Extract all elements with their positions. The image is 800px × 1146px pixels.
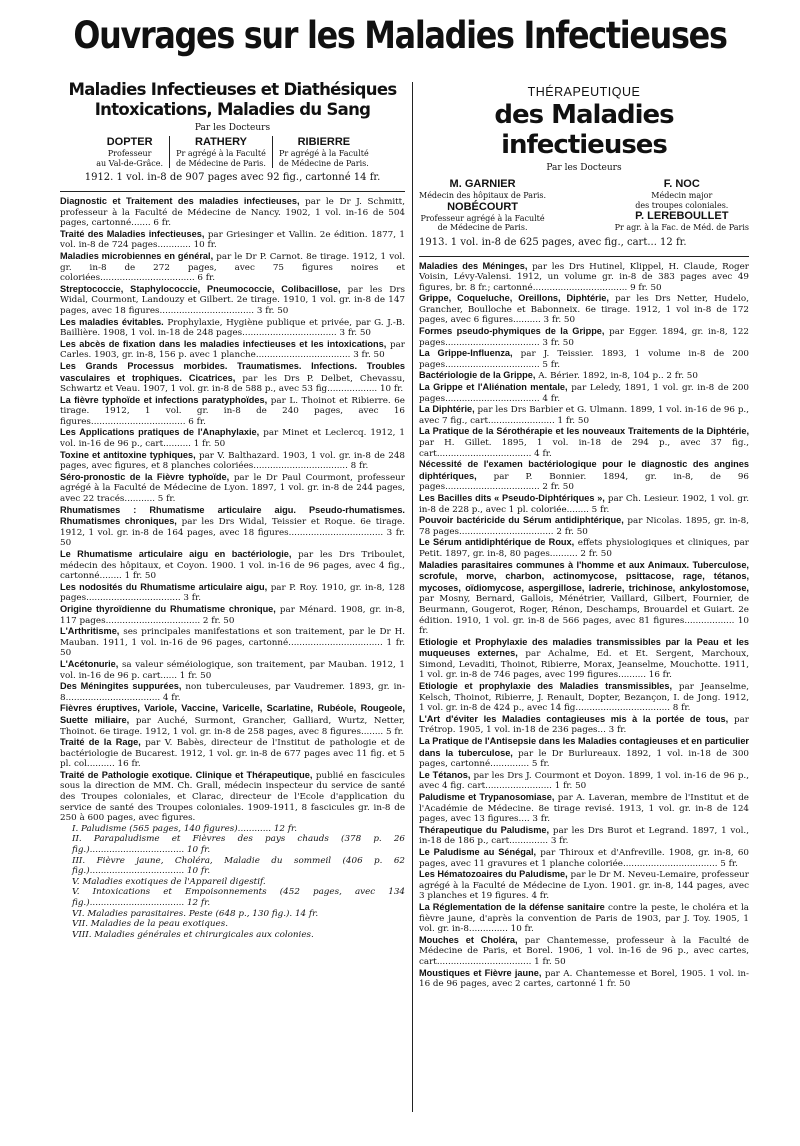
book-entry [60,317,405,339]
book-title: Maladies des Méninges, [419,260,528,271]
book-title: Le Rhumatisme articulaire aigu en bactériologie, [60,549,292,559]
book-details: par Griesinger et Vallin. 2e édition. 1877, 1 vol. in-8 de 724 pages............ 10 fr. [60,229,405,251]
book-entry [60,450,405,472]
book-title: Les Grands Processus morbides. Traumatismes. Infections. Troubles vasculaires et trophiques. Cicatrices, [60,360,405,383]
left-publication-info: 1912. 1 vol. in-8 de 907 pages avec 92 fig., cartonné 14 fr. [84,172,381,183]
book-entry [60,856,405,877]
book-title: La Réglementation de la défense sanitaire [419,901,605,912]
book-details: sa valeur séméiologique, son traitement, par Mauban. 1912, 1 vol. in-16 de 96 p. cart...... 1 fr. 50 [60,659,405,681]
book-entry [419,736,749,770]
book-entry [60,505,405,549]
book-details: par le Dr M. Neveu-Lemaire, professeur agrégé à la Faculté de Médecine de Lyon. 1901. gr. in-8, 144 pages, avec 3 planches et 19 figures. 4 fr. [419,870,749,902]
book-entry [419,537,749,559]
book-details: par V. Balthazard. 1903, 1 vol. gr. in-8 de 248 pages, avec figures, et 8 planches coloriées.................................. 8 fr. [60,450,405,472]
book-entry [419,637,749,681]
book-title: Les Hématozoaires du Paludisme, [419,869,568,880]
book-title: Etiologie et Prophylaxie des maladies transmissibles par la Peau et les muqueuses externes, [419,636,749,659]
book-entry [419,792,749,825]
author-title: de Médecine de Paris. [437,223,528,232]
book-entry [60,909,405,920]
book-details: par J. Teissier. 1893, 1 volume in-8 de 200 pages.................................. 5 fr. [419,349,749,370]
book-details: par A. Chantemesse et Borel, 1905. 1 vol. in-16 de 96 pages, avec 2 cartes, cartonné 1 fr. 50 [419,968,749,990]
book-entry [60,604,405,626]
book-entry [60,339,405,361]
book-entry [60,659,405,681]
book-title: La Grippe-Influenza, [419,348,513,359]
author-name: P. LEREBOULLET [635,210,729,222]
book-title: Origine thyroïdienne du Rhumatisme chronique, [60,603,276,614]
book-title: Paludisme et Trypanosomiase, [419,792,555,802]
author-title: de Médecine de Paris. [176,158,266,168]
book-title: Mouches et Choléra, [419,934,518,945]
book-details: VII. Maladies de la peau exotiques. [72,919,228,930]
author-lereboullet [615,210,749,233]
book-details: A. Bérier. 1892, in-8, 104 p.. 2 fr. 50 [538,371,698,382]
book-details: V. Intoxications et Empoisonnements (452 pages, avec 134 fig.).................................. 12 fr. [72,887,405,908]
book-title: Streptococcie, Staphylococcie, Pneumococcie, Colibacillose, [60,283,341,294]
right-column [419,76,749,990]
book-details: par Carles. 1903, gr. in-8, 156 p. avec 1 planche.................................. 3 fr. 50 [60,339,405,361]
book-entry [419,370,749,382]
book-details: par le Dr P. Carnot. 8e tirage. 1912, 1 vol. gr. in-8 de 272 pages, avec 75 figures noires et coloriées.................................. 6 fr. [60,251,405,284]
book-details: ses principales manifestations et son traitement, par le Dr H. Mauban. 1911, 1 vol. in-16 de 96 pages, cartonné.................................. 1 fr. 50 [60,627,405,659]
right-authors-right [615,178,749,233]
left-par-les-docteurs: Par les Docteurs [194,123,271,133]
book-title: La Diphtérie, [419,404,475,415]
author-name: NOBÉCOURT [447,200,518,213]
book-entry [60,930,405,941]
book-title: Pouvoir bactéricide du Sérum antidiphtérique, [419,515,624,526]
book-title: Des Méningites suppurées, [60,681,182,692]
left-header-rule [60,191,405,192]
author-name: RATHERY [195,136,247,148]
book-entry [419,902,749,935]
book-details: par H. Gillet. 1895, 1 vol. in-18 de 294 p., avec 37 fig., cart.................................. 4 fr. [419,438,749,459]
book-entry [60,284,405,317]
book-title: Moustiques et Fièvre jaune, [419,967,542,978]
author-title: Professeur agrégé à la Faculté [420,213,545,223]
book-entry [60,919,405,930]
right-authors [419,178,749,233]
book-details: publié en fascicules sous la direction de MM. Ch. Grall, médecin inspecteur du service de santé des Troupes coloniales, et Clarac, directeur de l'Ecole d'application du service de santé des Troupes coloniales. 1909-1911, 8 fascicules gr. in-8 de 250 à 600 pages, avec figures. [60,770,405,824]
book-details: par Ménard. 1908, gr. in-8, 117 pages.................................. 2 fr. 50 [60,604,406,626]
book-details: par Leledy, 1891, 1 vol. gr. in-8 de 200 pages.................................. 4 fr. [419,383,749,404]
book-title: Maladies parasitaires communes à l'homme et aux Animaux. Tuberculose, scrofule, morve, charbon, actinomycose, psittacose, rage, tétanos, mycoses, oïdiomycose, aspergillose, ladrerie, trichinose, ankylostomose, [419,559,749,593]
book-details: par V. Babès, directeur de l'Institut de pathologie et de bactériologie de Bucarest. 1912, 1 vol. gr. in-8 de 677 pages avec 11 fig. et 5 pl. col.......... 16 fr. [60,738,405,770]
book-details: par Minet et Leclercq. 1912, 1 vol. in-16 de 96 p., cart.......... 1 fr. 50 [60,428,405,450]
book-entry [419,935,749,968]
book-details: par Achalme, Ed. et Et. Sergent, Marchoux, Simond, Levaditi, Thoinot, Ribierre, Morax, Jeanselme, Mouchotte. 1911, 1 vol. gr. in-8 de 746 pages, avec 199 figures.......... 16 fr. [419,649,749,681]
book-entry [419,515,749,537]
author-title: Pr agr. à la Fac. de Méd. de Paris [614,223,749,232]
book-details: par A. Laveran, membre de l'Institut et de l'Académie de Médecine. 8e tirage revisé. 1913, 1 vol. gr. in-8 de 124 pages, avec 13 figures.... 3 fr. [419,793,749,825]
book-title: Traité de la Rage, [60,737,141,748]
book-title: La Pratique de la Sérothérapie et les nouveaux Traitements de la Diphtérie, [419,426,749,437]
book-details: par Egger. 1894, gr. in-8, 122 pages.................................. 3 fr. 50 [419,327,749,348]
book-entry [419,326,749,348]
right-heading-line-2: des Maladies infectieuses [494,100,674,160]
book-details: effets physiologiques et cliniques, par Petit. 1897, gr. in-8, 80 pages.......... 2 fr. 50 [419,538,749,559]
book-entry [60,229,405,251]
author-ribierre [272,136,375,168]
book-details: par Trétrop. 1905, 1 vol. in-18 de 236 pages... 3 fr. [419,714,749,736]
right-authors-left [419,178,546,233]
book-entry [60,196,405,229]
book-title: Grippe, Coqueluche, Oreillons, Diphtérie, [419,293,609,304]
book-title: Traité des Maladies infectieuses, [60,228,205,239]
book-title: Toxine et antitoxine typhiques, [60,449,196,460]
left-heading-line-1: Maladies Infectieuses et Diathésiques [68,80,397,99]
right-publication-info: 1913. 1 vol. in-8 de 625 pages, avec fig., cart... 12 fr. [419,236,687,248]
book-details: par les Drs Widal, Teissier et Roque. 6e tirage. 1912, 1 vol. gr. in-8 de 164 pages, avec 18 figures.................................. 3 fr. 50 [60,517,405,549]
author-name: F. NOC [663,178,700,190]
book-title: Diagnostic et Traitement des maladies infectieuses, [60,196,300,206]
book-entry [419,404,749,426]
book-entry [419,493,749,515]
book-entry [419,714,749,736]
book-entry [60,887,405,908]
author-garnier [419,178,546,201]
book-details: par Nicolas. 1895, gr. in-8, 78 pages.................................. 2 fr. 50 [419,516,749,537]
book-details: par Mosny, Bernard, Gallois, Ménétrier, Vaillard, Gilbert, Fournier, de Beurmann, Gougerot, Roger, Rénon, Deschamps, Brouardel et Guiart. 2e édition. 1910, 1 vol. gr. in-8 de 566 pages, avec 81 figures.................. 10 fr. [419,594,749,637]
book-details: par Jeanselme, Kelsch, Thoinot, Ribierre, J. Renault, Dopter, Bezançon, I. de Jong. 1912, 1 vol. gr. in-8 de 424 p., avec 14 fig.................................. 8 fr. [419,682,749,714]
book-entry [60,626,405,659]
book-title: L'Art d'éviter les Maladies contagieuses mis à la portée de tous, [419,713,729,724]
book-entry [60,703,405,737]
book-details: par les Drs P. Delbet, Chevassu, Schwartz et Veau. 1907, 1 vol. gr. in-8 de 588 p., avec 53 fig.................. 10 fr. [60,373,405,395]
book-entry [60,472,405,505]
book-entry [419,426,749,459]
book-entry [419,968,749,990]
book-details: par le Dr J. Schmitt, professeur à la Faculté de Médecine de Nancy. 1902, 1 vol. in-16 de 504 pages, cartonné....... 6 fr. [60,197,405,229]
book-title: L'Arthritisme, [60,626,120,637]
book-details: III. Fièvre jaune, Choléra, Maladie du sommeil (406 p. 62 fig.).................................. 10 fr. [72,855,405,877]
book-title: Bactériologie de la Grippe, [419,370,536,381]
book-title: L'Acétonurie, [60,658,119,669]
book-title: Les Bacilles dits « Pseudo-Diphtériques », [419,492,605,503]
book-entry [419,847,749,869]
author-dopter [90,136,169,168]
book-title: Traité de Pathologie exotique. Clinique et Thérapeutique, [60,769,313,780]
author-name: RIBIERRE [297,136,351,148]
book-details: par L. Thoinot et Ribierre. 6e tirage. 1912, 1 vol. gr. in-8 de 240 pages, avec 16 figures.................................. 6 fr. [60,395,405,427]
right-header [419,84,749,250]
book-entry [419,560,749,637]
book-details: V. Maladies exotiques de l'Appareil digestif. [72,876,266,887]
book-title: La Pratique de l'Antisepsie dans les Maladies contagieuses et en particulier dans la tuberculose, [419,736,749,758]
author-title: Professeur [107,149,152,158]
author-nobecourt [419,201,546,233]
right-heading-line-1: THÉRAPEUTIQUE [527,85,641,99]
book-details: par P. Roy. 1910, gr. in-8, 128 pages.................................. 3 fr. [60,582,405,604]
book-details: contre la peste, le choléra et la fièvre jaune, d'après la convention de Paris de 1903, par J. Toy. 1905, 1 vol. gr. in-8.............. 10 fr. [419,902,749,935]
book-title: Le Sérum antidiphtérique de Roux, [419,537,575,548]
book-details: par Thiroux et d'Anfreville. 1908, gr. in-8, 60 pages, avec 11 gravures et 1 planche coloriée.................................. 5 fr. [419,847,749,869]
book-entry [419,348,749,370]
book-entry [419,261,749,294]
book-entry [60,877,405,888]
book-entry [419,681,749,714]
book-title: Les abcès de fixation dans les maladies infectieuses et les intoxications, [60,338,387,349]
book-entry [60,737,405,770]
book-title: Le Tétanos, [419,769,471,780]
book-details: par les Drs Hutinel, Klippel, H. Claude, Roger Voisin, Lévy-Valensi. 1912, un volume gr. in-8 de 383 pages avec 49 figures, br. 8 fr.; cartonné.................................. 9 fr. 50 [419,261,749,293]
book-details: par les Drs Barbier et G. Ulmann. 1899, 1 vol. in-16 de 96 p., avec 7 fig., cart........................ 1 fr. 50 [419,405,749,426]
author-title: Médecin des hôpitaux de Paris. [419,191,547,200]
book-entry [60,361,405,395]
book-details: VIII. Maladies générales et chirurgicales aux colonies. [72,929,314,940]
book-entry [419,869,749,902]
book-details: par Auché, Surmont, Grancher, Galliard, Wurtz, Netter, Thoinot. 6e tirage. 1912, 1 vol. gr. in-8 de 258 pages, avec 8 figures........ 5 fr. [60,715,405,737]
book-details: par le Dr Paul Courmont, professeur agrégé à la Faculté de Médecine de Lyon. 1897, 1 vol. gr. in-8 de 244 pages, avec 22 tracés........... 5 fr. [60,472,405,505]
book-details: par les Drs J. Courmont et Doyon. 1899, 1 vol. in-16 de 96 p., avec 4 fig. cart........................ 1 fr. 50 [419,770,749,792]
book-entry [60,251,405,284]
right-entries-list [419,261,749,990]
book-title: Rhumatismes : Rhumatisme articulaire aigu. Pseudo-rhumatismes. Rhumatismes chroniques, [60,504,405,527]
book-entry [60,681,405,703]
book-details: non tuberculeuses, par Vaudremer. 1893, gr. in-8.................................. 4 fr. [60,682,405,703]
author-name: DOPTER [106,136,153,148]
left-entries-list [60,196,405,940]
book-title: Etiologie et prophylaxie des Maladies transmissibles, [419,681,673,692]
book-details: par les Drs Netter, Hudelo, Grancher, Boulloche et Babonneix. 6e tirage. 1912, 1 vol in-8 de 172 pages, avec 6 figures.......... 3 fr. 50 [419,294,749,326]
book-entry [60,824,405,835]
book-entry [60,395,405,428]
book-title: Nécessité de l'examen bactériologique pour le diagnostic des angines diphtériques, [419,459,749,481]
page-title: Ouvrages sur les Maladies Infectieuses [73,14,727,57]
book-entry [60,834,405,855]
author-name: M. GARNIER [449,178,516,190]
book-details: par les Drs Widal, Courmont, Landouzy et Gilbert. 2e tirage. 1910, 1 vol. gr. in-8 de 147 pages, avec 18 figures.................................. 3 fr. 50 [60,284,405,316]
book-details: par les Drs Burot et Legrand. 1897, 1 vol., in-18 de 186 p., cart.............. 3 fr. [419,825,749,847]
left-heading-line-2: Intoxications, Maladies du Sang [94,100,371,119]
book-details: VI. Maladies parasitaires. Peste (648 p., 130 fig.). 14 fr. [72,908,319,919]
author-rathery [169,136,272,168]
book-entry [60,770,405,824]
book-details: I. Paludisme (565 pages, 140 figures)............ 12 fr. [72,823,297,834]
book-details: par P. Bonnier. 1894, gr. in-8, de 96 pages.................................. 2 fr. 50 [419,471,749,493]
right-header-rule [419,256,749,257]
book-title: La Grippe et l'Aliénation mentale, [419,382,568,393]
book-title: Maladies microbiennes en général, [60,250,214,261]
book-details: par le Dr Burlureaux. 1892, 1 vol. in-18 de 300 pages, cartonné.............. 5 fr. [419,748,749,770]
book-entry [60,427,405,449]
author-title: Pr agrégé à la Faculté [176,149,266,158]
author-noc [615,178,749,210]
book-details: par Chantemesse, professeur à la Faculté de Médecine de Paris, et Borel. 1906, 1 vol. in-16 de 96 p., avec cartes, cart.................................. 1 fr. 50 [419,935,749,967]
author-title: Médecin major [651,191,713,200]
book-entry [419,382,749,404]
right-par-les-docteurs: Par les Docteurs [546,163,622,173]
book-title: La fièvre typhoïde et infections paratyphoïdes, [60,394,268,405]
book-entry [60,549,405,582]
book-title: Les Applications pratiques de l'Anaphylaxie, [60,427,260,438]
column-divider [412,82,413,1112]
book-details: II. Parapaludisme et Fièvres des pays chauds (378 p. 26 fig.).................................. 10 fr. [72,834,405,856]
book-title: Fièvres éruptives, Variole, Vaccine, Varicelle, Scarlatine, Rubéole, Rougeole, Suette miliaire, [60,703,405,725]
book-title: Formes pseudo-phymiques de la Grippe, [419,326,605,337]
book-details: par Ch. Lesieur. 1902, 1 vol. gr. in-8 de 228 p., avec 1 pl. coloriée........ 5 fr. [419,493,749,515]
book-entry [419,770,749,792]
book-entry [419,459,749,493]
book-title: Les maladies évitables. [60,316,164,327]
book-title: Les nodosités du Rhumatisme articulaire aigu, [60,581,268,592]
author-title: Pr agrégé à la Faculté [279,149,369,158]
left-authors [60,136,405,168]
book-details: Prophylaxie, Hygiène publique et privée, par G. J.-B. Baillière. 1908, 1 vol. in-18 de 248 pages.................................. 3 fr. 50 [60,317,405,339]
book-details: par les Drs Triboulet, médecin des hôpitaux, et Coyon. 1900. 1 vol. in-16 de 96 pages, avec 4 fig., cartonné........ 1 fr. 50 [60,550,405,582]
book-entry [419,293,749,326]
author-title: des troupes coloniales. [635,200,729,210]
author-title: au Val-de-Grâce. [96,158,164,168]
book-entry [419,825,749,847]
left-header [60,80,405,185]
book-title: Le Paludisme au Sénégal, [419,846,537,857]
book-entry [60,582,405,604]
author-title: de Médecine de Paris. [278,158,369,168]
book-title: Thérapeutique du Paludisme, [419,824,550,835]
left-column [60,76,405,940]
book-title: Séro-pronostic de la Fièvre typhoïde, [60,471,230,482]
